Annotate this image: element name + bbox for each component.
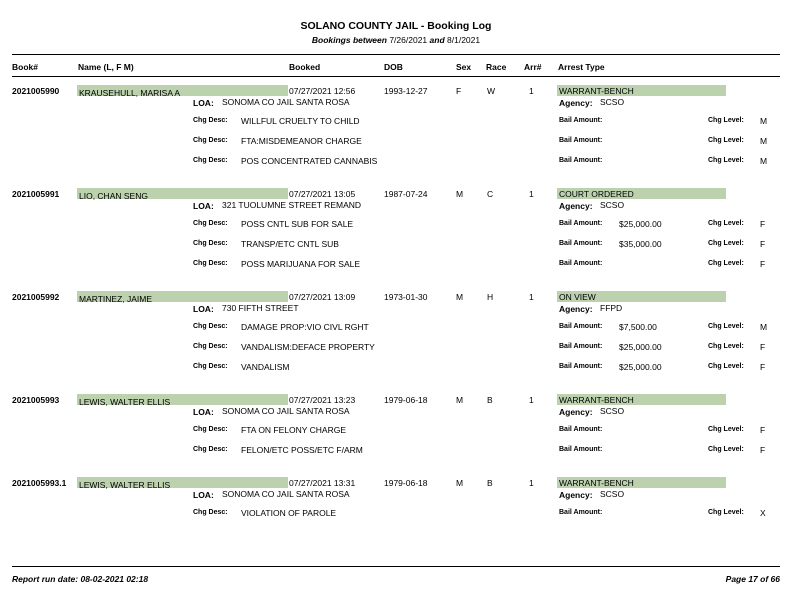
arrest-number: 1 (529, 292, 534, 302)
booking-number: 2021005993 (12, 395, 60, 405)
chg-desc-label: Chg Desc: (193, 426, 228, 433)
chg-level-value: M (760, 322, 768, 332)
agency-value: SCSO (600, 489, 625, 499)
agency-label: Agency: (559, 98, 593, 108)
loa-value: SONOMA CO JAIL SANTA ROSA (222, 489, 350, 499)
arrest-type: ON VIEW (559, 292, 596, 302)
chg-level-value: M (760, 136, 768, 146)
bail-amount-value: $25,000.00 (619, 219, 662, 229)
dob: 1987-07-24 (384, 189, 428, 199)
bail-amount-label: Bail Amount: (559, 137, 603, 144)
chg-level-value: M (760, 116, 768, 126)
bail-amount-value: $25,000.00 (619, 362, 662, 372)
agency-label: Agency: (559, 490, 593, 500)
booking-number: 2021005993.1 (12, 478, 67, 488)
chg-level-value: F (760, 425, 766, 435)
chg-desc-value: POS CONCENTRATED CANNABIS (241, 156, 378, 166)
col-header-name: Name (L, F M) (78, 62, 134, 72)
agency-value: SCSO (600, 200, 625, 210)
sex: M (456, 292, 464, 302)
arrest-number: 1 (529, 478, 534, 488)
inmate-name: LEWIS, WALTER ELLIS (79, 397, 171, 407)
inmate-name: LIO, CHAN SENG (79, 191, 148, 201)
booked-datetime: 07/27/2021 13:31 (289, 478, 356, 488)
header-bottom-rule (12, 76, 780, 77)
chg-level-label: Chg Level: (708, 343, 744, 350)
chg-level-label: Chg Level: (708, 117, 744, 124)
bail-amount-label: Bail Amount: (559, 323, 603, 330)
agency-label: Agency: (559, 407, 593, 417)
dob: 1979-06-18 (384, 395, 428, 405)
chg-desc-value: FTA:MISDEMEANOR CHARGE (241, 136, 362, 146)
chg-level-label: Chg Level: (708, 240, 744, 247)
booking-number: 2021005991 (12, 189, 60, 199)
loa-label: LOA: (193, 98, 214, 108)
arrest-type: WARRANT-BENCH (559, 395, 634, 405)
chg-desc-label: Chg Desc: (193, 343, 228, 350)
col-header-booked: Booked (289, 62, 321, 72)
chg-desc-value: FTA ON FELONY CHARGE (241, 425, 347, 435)
arrest-number: 1 (529, 395, 534, 405)
bail-amount-label: Bail Amount: (559, 446, 603, 453)
arrest-number: 1 (529, 86, 534, 96)
chg-desc-label: Chg Desc: (193, 137, 228, 144)
chg-desc-label: Chg Desc: (193, 509, 228, 516)
chg-level-label: Chg Level: (708, 446, 744, 453)
chg-desc-value: VANDALISM:DEFACE PROPERTY (241, 342, 375, 352)
bail-amount-label: Bail Amount: (559, 509, 603, 516)
col-header-arrest-type: Arrest Type (558, 62, 605, 72)
col-header-arr: Arr# (524, 62, 542, 72)
chg-desc-value: DAMAGE PROP:VIO CIVL RGHT (241, 322, 369, 332)
bail-amount-value: $7,500.00 (619, 322, 657, 332)
bail-amount-label: Bail Amount: (559, 220, 603, 227)
chg-desc-label: Chg Desc: (193, 117, 228, 124)
report-run-date: Report run date: 08-02-2021 02:18 (12, 574, 149, 584)
chg-desc-value: WILLFUL CRUELTY TO CHILD (241, 116, 360, 126)
loa-label: LOA: (193, 490, 214, 500)
col-header-dob: DOB (384, 62, 403, 72)
inmate-name: KRAUSEHULL, MARISA A (79, 88, 181, 98)
chg-level-label: Chg Level: (708, 363, 744, 370)
bail-amount-label: Bail Amount: (559, 343, 603, 350)
agency-value: FFPD (600, 303, 623, 313)
chg-desc-value: VIOLATION OF PAROLE (241, 508, 337, 518)
bail-amount-label: Bail Amount: (559, 117, 603, 124)
booked-datetime: 07/27/2021 13:23 (289, 395, 356, 405)
page-number: Page 17 of 66 (725, 574, 780, 584)
col-header-sex: Sex (456, 62, 472, 72)
booked-datetime: 07/27/2021 12:56 (289, 86, 356, 96)
loa-value: 730 FIFTH STREET (222, 303, 299, 313)
race: B (487, 395, 493, 405)
dob: 1993-12-27 (384, 86, 428, 96)
chg-desc-label: Chg Desc: (193, 363, 228, 370)
chg-desc-label: Chg Desc: (193, 157, 228, 164)
bail-amount-label: Bail Amount: (559, 260, 603, 267)
loa-value: SONOMA CO JAIL SANTA ROSA (222, 406, 350, 416)
chg-desc-label: Chg Desc: (193, 446, 228, 453)
chg-desc-label: Chg Desc: (193, 220, 228, 227)
chg-level-value: F (760, 362, 766, 372)
sex: F (456, 86, 462, 96)
chg-desc-label: Chg Desc: (193, 240, 228, 247)
chg-level-label: Chg Level: (708, 157, 744, 164)
header-top-rule (12, 54, 780, 55)
chg-level-value: M (760, 156, 768, 166)
loa-value: SONOMA CO JAIL SANTA ROSA (222, 97, 350, 107)
chg-level-label: Chg Level: (708, 323, 744, 330)
bail-amount-label: Bail Amount: (559, 426, 603, 433)
start-date: 7/26/2021 (389, 35, 428, 45)
booked-datetime: 07/27/2021 13:05 (289, 189, 356, 199)
chg-desc-label: Chg Desc: (193, 260, 228, 267)
chg-desc-value: POSS CNTL SUB FOR SALE (241, 219, 354, 229)
subtitle-prefix: Bookings between (311, 35, 387, 45)
agency-label: Agency: (559, 201, 593, 211)
race: C (487, 189, 494, 199)
booking-number: 2021005990 (12, 86, 60, 96)
booked-datetime: 07/27/2021 13:09 (289, 292, 356, 302)
chg-level-label: Chg Level: (708, 426, 744, 433)
loa-label: LOA: (193, 201, 214, 211)
sex: M (456, 395, 464, 405)
chg-level-label: Chg Level: (708, 509, 744, 516)
chg-level-value: F (760, 239, 766, 249)
booking-number: 2021005992 (12, 292, 60, 302)
bail-amount-value: $35,000.00 (619, 239, 662, 249)
end-date: 8/1/2021 (447, 35, 481, 45)
agency-label: Agency: (559, 304, 593, 314)
sex: M (456, 478, 464, 488)
report-subtitle (0, 35, 792, 45)
race: W (487, 86, 496, 96)
chg-level-value: F (760, 342, 766, 352)
race: B (487, 478, 493, 488)
race: H (487, 292, 494, 302)
chg-level-value: X (760, 508, 766, 518)
chg-desc-label: Chg Desc: (193, 323, 228, 330)
arrest-type: WARRANT-BENCH (559, 478, 634, 488)
col-header-race: Race (486, 62, 507, 72)
chg-desc-value: POSS MARIJUANA FOR SALE (241, 259, 361, 269)
col-header-book: Book# (12, 62, 38, 72)
arrest-number: 1 (529, 189, 534, 199)
chg-level-label: Chg Level: (708, 137, 744, 144)
inmate-name: LEWIS, WALTER ELLIS (79, 480, 171, 490)
arrest-type: COURT ORDERED (559, 189, 634, 199)
subtitle-and: and (429, 35, 445, 45)
bail-amount-label: Bail Amount: (559, 363, 603, 370)
footer-rule (12, 566, 780, 567)
chg-level-value: F (760, 259, 766, 269)
loa-value: 321 TUOLUMNE STREET REMAND (222, 200, 362, 210)
agency-value: SCSO (600, 97, 625, 107)
loa-label: LOA: (193, 407, 214, 417)
chg-desc-value: TRANSP/ETC CNTL SUB (241, 239, 339, 249)
chg-level-value: F (760, 445, 766, 455)
bail-amount-label: Bail Amount: (559, 157, 603, 164)
chg-level-value: F (760, 219, 766, 229)
arrest-type: WARRANT-BENCH (559, 86, 634, 96)
report-title: SOLANO COUNTY JAIL - Booking Log (300, 20, 492, 32)
agency-value: SCSO (600, 406, 625, 416)
loa-label: LOA: (193, 304, 214, 314)
bail-amount-value: $25,000.00 (619, 342, 662, 352)
chg-level-label: Chg Level: (708, 260, 744, 267)
dob: 1979-06-18 (384, 478, 428, 488)
chg-level-label: Chg Level: (708, 220, 744, 227)
inmate-name: MARTINEZ, JAIME (79, 294, 153, 304)
dob: 1973-01-30 (384, 292, 428, 302)
chg-desc-value: FELON/ETC POSS/ETC F/ARM (241, 445, 363, 455)
bail-amount-label: Bail Amount: (559, 240, 603, 247)
chg-desc-value: VANDALISM (241, 362, 290, 372)
sex: M (456, 189, 464, 199)
